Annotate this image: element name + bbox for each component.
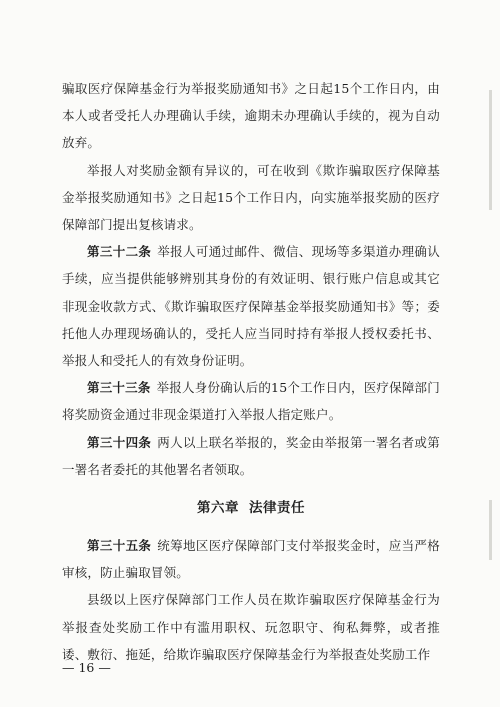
body-text [62,75,440,668]
article-number: 第三十四条 [87,434,152,450]
chapter-number: 第六章 [197,500,239,517]
paragraph-text: 统筹地区医疗保障部门支付举报奖金时，应当严格审核，防止骗取冒领。 [62,538,440,581]
paragraph-text: 举报人对奖励金额有异议的，可在收到《欺诈骗取医疗保障基金举报奖励通知书》之日起15个工作日内，向实施举报奖励的医疗保障部门提出复核请求。 [62,162,440,233]
paragraph-group-bottom [62,532,440,668]
paragraph [62,75,440,157]
scan-edge-mark [489,500,492,560]
paragraph [62,157,440,239]
article-number: 第三十五条 [87,538,152,554]
paragraph-text: 举报人可通过邮件、微信、现场等多渠道办理确认手续，应当提供能够辨别其身份的有效证明、银行账户信息或其它非现金收款方式、《欺诈骗取医疗保障基金举报奖励通知书》等；委托他人办理现场确认的，受托人应当同时持有举报人授权委托书、举报人和受托人的有效身份证明。 [62,244,440,369]
paragraph-text: 县级以上医疗保障部门工作人员在欺诈骗取医疗保障基金行为举报查处奖励工作中有滥用职权、玩忽职守、徇私舞弊，或者推诿、敷衍、拖延，给欺诈骗取医疗保障基金行为举报查处奖励工作 [62,592,440,662]
paragraph-text: 两人以上联名举报的，奖金由举报第一署名者或第一署名者委托的其他署名者领取。 [62,434,440,477]
paragraph-text: 举报人身份确认后的15个工作日内，医疗保障部门将奖励资金通过非现金渠道打入举报人指定账户。 [62,380,440,423]
chapter-title: 法律责任 [249,500,305,517]
article-number: 第三十二条 [87,244,152,260]
paragraph-group-top [62,75,440,483]
chapter-heading [62,498,440,518]
paragraph [62,374,440,428]
paragraph [62,532,440,586]
scan-edge-mark [489,90,492,210]
paragraph-text: 骗取医疗保障基金行为举报奖励通知书》之日起15个工作日内，由本人或者受托人办理确认手续，逾期未办理确认手续的，视为自动放弃。 [62,81,440,151]
article-number: 第三十三条 [87,380,151,396]
page-number: — 16 — [62,660,111,675]
paragraph [62,238,440,374]
paragraph [62,429,440,483]
paragraph [62,586,440,668]
